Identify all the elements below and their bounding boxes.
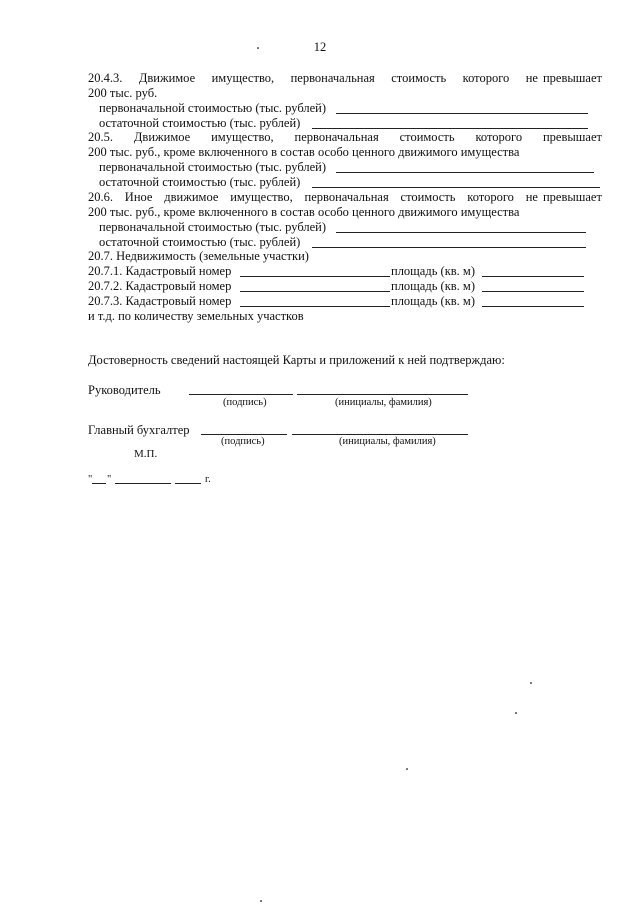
- item-20-7-title: 20.7. Недвижимость (земельные участки): [88, 249, 309, 263]
- heading-word: имущество,: [230, 190, 293, 204]
- area-blank-1[interactable]: [482, 276, 584, 277]
- area-blank-3[interactable]: [482, 306, 584, 307]
- date-year-suffix: г.: [205, 474, 211, 485]
- heading-word: движимое: [164, 190, 219, 204]
- date-year-blank[interactable]: [175, 483, 201, 484]
- heading-word: превышает: [542, 71, 602, 85]
- accountant-name-blank[interactable]: [292, 434, 468, 435]
- item-20-6-heading: [88, 189, 602, 205]
- head-name-caption: (инициалы, фамилия): [335, 397, 432, 408]
- item-20-5-heading: [88, 129, 602, 145]
- item-20-5-initial-label: первоначальной стоимостью (тыс. рублей): [99, 160, 327, 174]
- scan-speck: [260, 900, 262, 902]
- heading-word: которого: [467, 190, 514, 204]
- row-number: 20.7.2.: [88, 279, 123, 293]
- accountant-label: Главный бухгалтер: [88, 423, 190, 437]
- head-name-blank[interactable]: [297, 394, 468, 395]
- item-20-6-initial-blank[interactable]: [336, 232, 586, 233]
- heading-word: не: [525, 71, 538, 85]
- heading-word: которого: [462, 71, 510, 85]
- area-blank-2[interactable]: [482, 291, 584, 292]
- area-label-3: площадь (кв. м): [391, 294, 475, 308]
- cadastral-number-blank-3[interactable]: [240, 306, 390, 307]
- head-label: Руководитель: [88, 383, 161, 397]
- heading-word: стоимость: [391, 71, 447, 85]
- item-20-5-residual-label: остаточной стоимостью (тыс. рублей): [99, 175, 301, 189]
- item-20-6-initial-label: первоначальной стоимостью (тыс. рублей): [99, 220, 327, 234]
- scan-speck: [530, 682, 532, 684]
- item-20-5-cont: 200 тыс. руб., кроме включенного в состав особо ценного движимого имущества: [88, 145, 520, 159]
- heading-word: превышает: [542, 190, 602, 204]
- heading-word: первоначальная: [304, 190, 389, 204]
- heading-word: стоимость: [399, 130, 455, 144]
- head-signature-blank[interactable]: [189, 394, 293, 395]
- accountant-signature-caption: (подпись): [221, 436, 265, 447]
- heading-word: 20.6.: [88, 190, 113, 204]
- cadastral-number-blank-2[interactable]: [240, 291, 390, 292]
- area-label-1: площадь (кв. м): [391, 264, 475, 278]
- item-20-6-residual-blank[interactable]: [312, 247, 586, 248]
- heading-word: Движимое: [138, 71, 196, 85]
- cadastral-label: Кадастровый номер: [125, 264, 232, 278]
- date-quote-open: ": [88, 474, 93, 485]
- scan-speck: [257, 47, 259, 49]
- head-signature-caption: (подпись): [223, 397, 267, 408]
- cadastral-row-3: [88, 293, 231, 309]
- heading-word: первоначальная: [294, 130, 379, 144]
- cadastral-label: Кадастровый номер: [125, 279, 232, 293]
- heading-word: Движимое: [133, 130, 191, 144]
- heading-word: имущество,: [211, 71, 275, 85]
- seal-mark: М.П.: [134, 448, 158, 460]
- heading-word: не: [525, 190, 538, 204]
- area-label-2: площадь (кв. м): [391, 279, 475, 293]
- row-number: 20.7.1.: [88, 264, 123, 278]
- heading-word: первоначальная: [290, 71, 375, 85]
- item-20-4-3-cont: 200 тыс. руб.: [88, 86, 158, 100]
- item-20-4-3-residual-label: остаточной стоимостью (тыс. рублей): [99, 116, 301, 130]
- item-20-4-3-initial-label: первоначальной стоимостью (тыс. рублей): [99, 101, 327, 115]
- heading-word: превышает: [542, 130, 602, 144]
- date-day-blank[interactable]: [92, 483, 106, 484]
- item-20-5-initial-blank[interactable]: [336, 172, 594, 173]
- cadastral-number-blank-1[interactable]: [240, 276, 390, 277]
- accountant-signature-blank[interactable]: [201, 434, 287, 435]
- date-month-blank[interactable]: [115, 483, 171, 484]
- item-20-7-etc: и т.д. по количеству земельных участков: [88, 309, 304, 323]
- item-20-5-residual-blank[interactable]: [312, 187, 600, 188]
- scan-speck: [406, 768, 408, 770]
- item-20-4-3-initial-blank[interactable]: [336, 113, 588, 114]
- heading-word: 20.4.3.: [88, 71, 123, 85]
- scan-speck: [515, 712, 517, 714]
- item-20-6-cont: 200 тыс. руб., кроме включенного в состав особо ценного движимого имущества: [88, 205, 520, 219]
- heading-word: имущество,: [211, 130, 274, 144]
- page-number: 12: [313, 40, 327, 54]
- heading-word: 20.5.: [88, 130, 113, 144]
- cadastral-row-2: [88, 278, 231, 294]
- heading-word: Иное: [124, 190, 153, 204]
- cadastral-label: Кадастровый номер: [125, 294, 232, 308]
- accountant-name-caption: (инициалы, фамилия): [339, 436, 436, 447]
- row-number: 20.7.3.: [88, 294, 123, 308]
- item-20-4-3-heading: [88, 70, 602, 86]
- confirmation-text: Достоверность сведений настоящей Карты и приложений к ней подтверждаю:: [88, 353, 505, 367]
- heading-word: стоимость: [400, 190, 456, 204]
- date-quote-close: ": [107, 474, 112, 485]
- item-20-6-residual-label: остаточной стоимостью (тыс. рублей): [99, 235, 301, 249]
- heading-word: которого: [475, 130, 523, 144]
- cadastral-row-1: [88, 263, 231, 279]
